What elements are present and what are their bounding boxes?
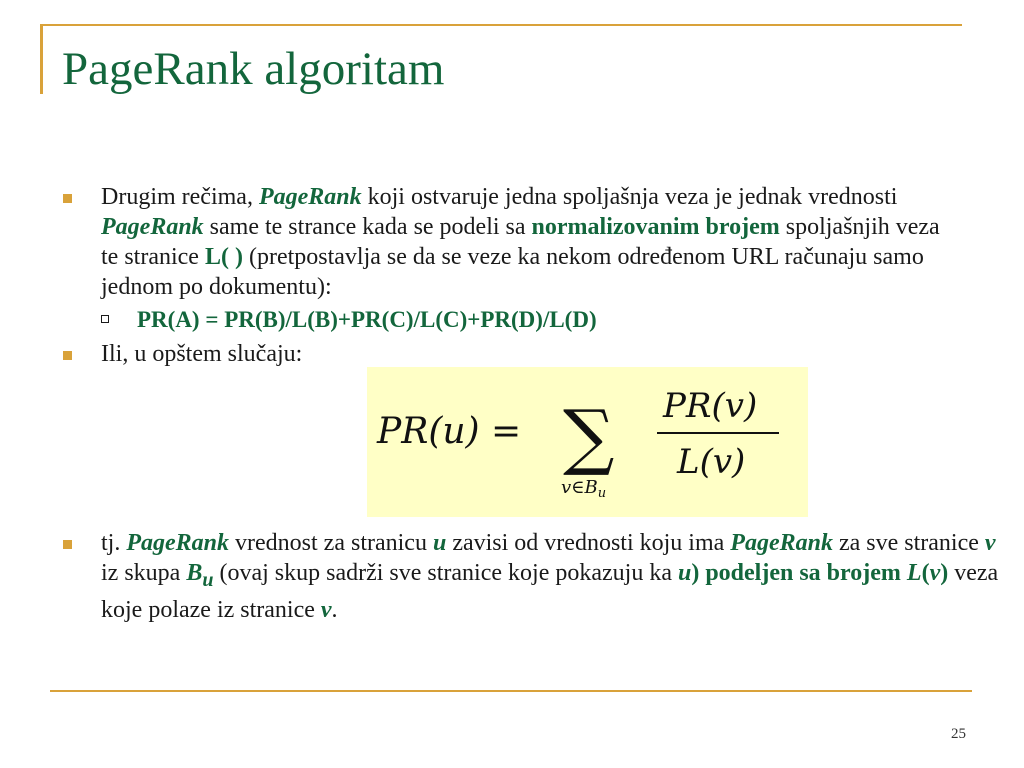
bullet-general-case [60, 339, 960, 369]
sum-index-u: u [597, 486, 607, 501]
pagerank-term: PageRank [730, 530, 833, 556]
bullet-text: Drugim rečima, [101, 184, 259, 210]
sum-index-b: B [584, 477, 598, 498]
page-number: 25 [951, 726, 966, 742]
pagerank-term: PageRank [258, 184, 362, 210]
bullet-text: veza koje polaze iz stranice [101, 560, 999, 623]
bullet-text: za sve stranice [832, 530, 985, 556]
paren: ) [940, 560, 949, 586]
bullet-text: . [331, 596, 338, 623]
normalized-number-term: normalizovanim brojem [531, 214, 780, 240]
formula-denominator: L(v) [677, 442, 746, 482]
bullet-square-icon [63, 194, 72, 203]
sum-index-v: v [561, 477, 572, 498]
var-u: u [432, 530, 447, 556]
sum-index-element-of: ∈ [571, 477, 585, 498]
pagerank-term: PageRank [126, 530, 230, 556]
sub-bullet-example [60, 305, 960, 335]
l-function-term: L( ) [204, 244, 243, 270]
formula-lhs: PR(u) = [377, 411, 522, 452]
l-function: L [906, 560, 922, 586]
sum-index [561, 477, 606, 501]
bullet-text: (pretpostavlja se da se veze ka nekom određenom URL računaju samo jednom po dokumentu): [101, 244, 924, 300]
sigma-symbol: ∑ [563, 394, 615, 478]
bullet-text: koji ostvaruje jedna spoljašnja veza je jednak vrednosti [361, 184, 898, 210]
var-v: v [984, 530, 996, 556]
top-frame-line [40, 24, 962, 26]
bullet-text: (ovaj skup sadrži sve stranice koje pokazuju ka [213, 560, 678, 586]
bullet-text: same te strance kada se podeli sa [203, 214, 532, 240]
pagerank-formula [367, 367, 808, 517]
bullet-text: zavisi od vrednosti koju ima [446, 530, 731, 556]
bottom-rule [50, 690, 972, 692]
paren: ( [921, 560, 930, 586]
example-formula: PR(A) = PR(B)/L(B)+PR(C)/L(C)+PR(D)/L(D) [137, 307, 597, 332]
formula-graphic [367, 367, 808, 517]
slide-title: PageRank algoritam [62, 43, 445, 95]
hollow-square-bullet-icon [101, 315, 109, 323]
bullet-square-icon [63, 351, 72, 360]
var-u: u [677, 560, 692, 586]
bullet-definition [60, 182, 960, 302]
set-b-subscript: u [202, 568, 214, 591]
bullet-text: tj. [101, 530, 127, 556]
formula-numerator: PR(v) [663, 386, 758, 426]
bullet-explanation [60, 528, 1001, 625]
var-v: v [320, 596, 332, 623]
left-frame-line [40, 24, 43, 94]
bullet-text: iz skupa [101, 560, 187, 586]
pagerank-term: PageRank [101, 214, 204, 240]
bullet-text: Ili, u opštem slučaju: [101, 341, 303, 367]
set-b: B [186, 560, 203, 586]
paren: ) podeljen sa brojem [691, 560, 907, 586]
bullet-square-icon [63, 540, 72, 549]
bullet-text: spoljašnjih veza te stranice [101, 214, 940, 270]
bullet-text: vrednost za stranicu [229, 530, 433, 556]
var-v: v [929, 560, 941, 586]
